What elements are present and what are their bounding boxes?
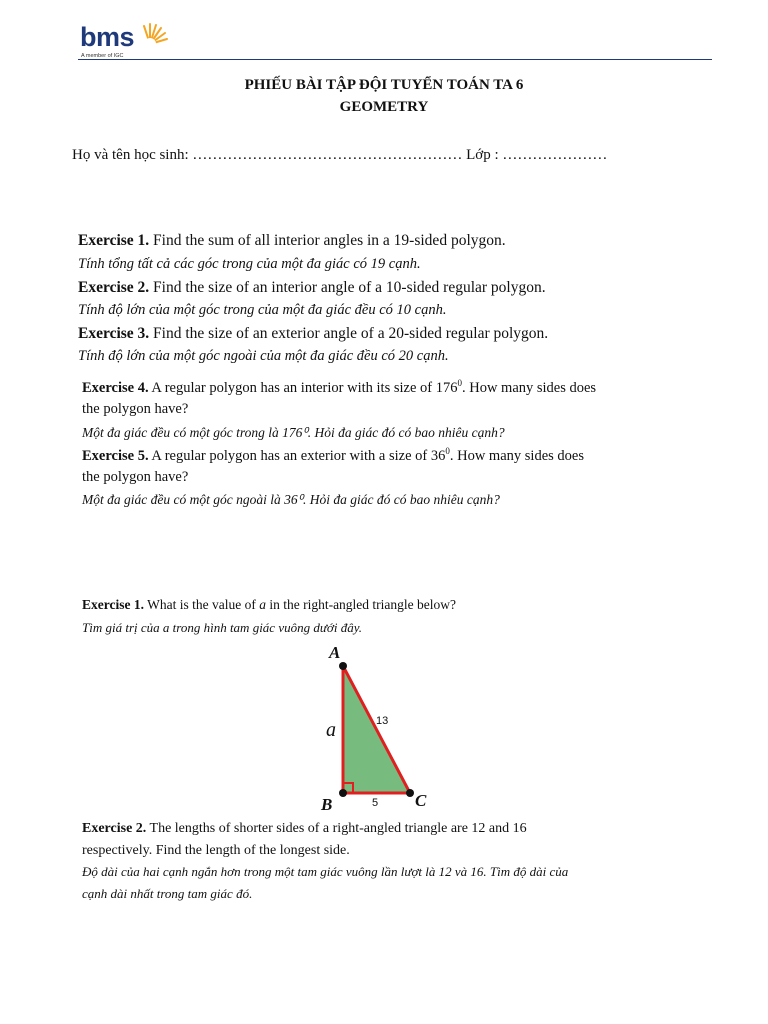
vertex-a-dot: [339, 662, 347, 670]
exercise-label: Exercise 5.: [82, 447, 149, 464]
exercise-text: The lengths of shorter sides of a right-angled triangle are 12 and 16: [146, 821, 527, 836]
exercise-3-vi: Tính độ lớn của một góc ngoài của một đa giác đều có 20 cạnh.: [78, 348, 449, 364]
vertex-b-dot: [339, 789, 347, 797]
exercise-text: A regular polygon has an interior with its size of 176: [148, 379, 458, 396]
exercise-label: Exercise 1.: [82, 597, 144, 612]
exercise-1: [78, 232, 506, 250]
exercise-2-vi: Tính độ lớn của một góc trong của một đa giác đều có 10 cạnh.: [78, 302, 447, 318]
hypotenuse-label: 13: [376, 715, 389, 727]
exercise-text: A regular polygon has an exterior with a size of 36: [148, 447, 446, 464]
exercise-label: Exercise 2.: [82, 821, 147, 836]
exercise-4: [82, 378, 596, 397]
student-name-line: Họ và tên học sinh: ……………………………………………… Lớp : …………………: [72, 147, 608, 163]
sun-icon: [140, 20, 180, 50]
exercise-label: Exercise 1.: [78, 232, 150, 249]
worksheet-title: PHIẾU BÀI TẬP ĐỘI TUYỂN TOÁN TA 6: [244, 77, 524, 93]
part2-exercise-1: [82, 597, 456, 613]
part2-exercise-2-vi-line2: cạnh dài nhất trong tam giác đó.: [82, 886, 253, 901]
vertex-c-label: C: [415, 791, 427, 810]
logo-subtitle: A member of IGC: [81, 53, 124, 59]
degree-sup: 0: [445, 446, 450, 456]
right-triangle-figure: [310, 640, 450, 815]
exercise-label: Exercise 3.: [78, 325, 150, 342]
bms-logo: [80, 20, 200, 62]
exercise-2: [78, 279, 546, 297]
exercise-label: Exercise 4.: [82, 379, 149, 396]
vertex-a-label: A: [329, 643, 341, 662]
part2-exercise-1-vi: Tìm giá trị của a trong hình tam giác vuông dưới đây.: [82, 620, 363, 635]
part2-exercise-2-line2: respectively. Find the length of the longest side.: [82, 843, 350, 858]
exercise-text-end: in the right-angled triangle below?: [265, 597, 457, 612]
side-a-label: a: [326, 719, 336, 741]
exercise-5-vi: Một đa giác đều có một góc ngoài là 36⁰. Hỏi đa giác đó có bao nhiêu cạnh?: [82, 492, 500, 507]
exercise-5-line2: the polygon have?: [82, 469, 189, 485]
logo-text: bms: [80, 22, 135, 52]
triangle-fill: [343, 666, 410, 793]
exercise-text-end: . How many sides does: [449, 447, 584, 464]
worksheet-subtitle: GEOMETRY: [339, 99, 429, 115]
exercise-text: What is the value of: [143, 597, 260, 612]
exercise-text: Find the sum of all interior angles in a 19-sided polygon.: [149, 232, 506, 249]
exercise-1-vi: Tính tổng tất cả các góc trong của một đa giác có 19 cạnh.: [78, 256, 421, 272]
header-divider: [78, 59, 712, 60]
part2-exercise-2: [82, 821, 527, 837]
exercise-text: Find the size of an exterior angle of a 20-sided regular polygon.: [149, 325, 549, 342]
base-label: 5: [372, 797, 379, 809]
vertex-c-dot: [406, 789, 414, 797]
variable-a: a: [259, 597, 266, 612]
exercise-text: Find the size of an interior angle of a 10-sided regular polygon.: [149, 279, 546, 296]
exercise-3: [78, 325, 548, 343]
exercise-text-end: . How many sides does: [461, 379, 597, 396]
part2-exercise-2-vi: Độ dài của hai cạnh ngắn hơn trong một tam giác vuông lần lượt là 12 và 16. Tìm độ dài của: [82, 864, 569, 879]
exercise-4-line2: the polygon have?: [82, 401, 189, 417]
exercise-label: Exercise 2.: [78, 279, 150, 296]
degree-sup: 0: [457, 378, 462, 388]
exercise-4-vi: Một đa giác đều có một góc trong là 176⁰. Hỏi đa giác đó có bao nhiêu cạnh?: [82, 425, 505, 440]
vertex-b-label: B: [321, 795, 333, 814]
exercise-5: [82, 446, 584, 465]
